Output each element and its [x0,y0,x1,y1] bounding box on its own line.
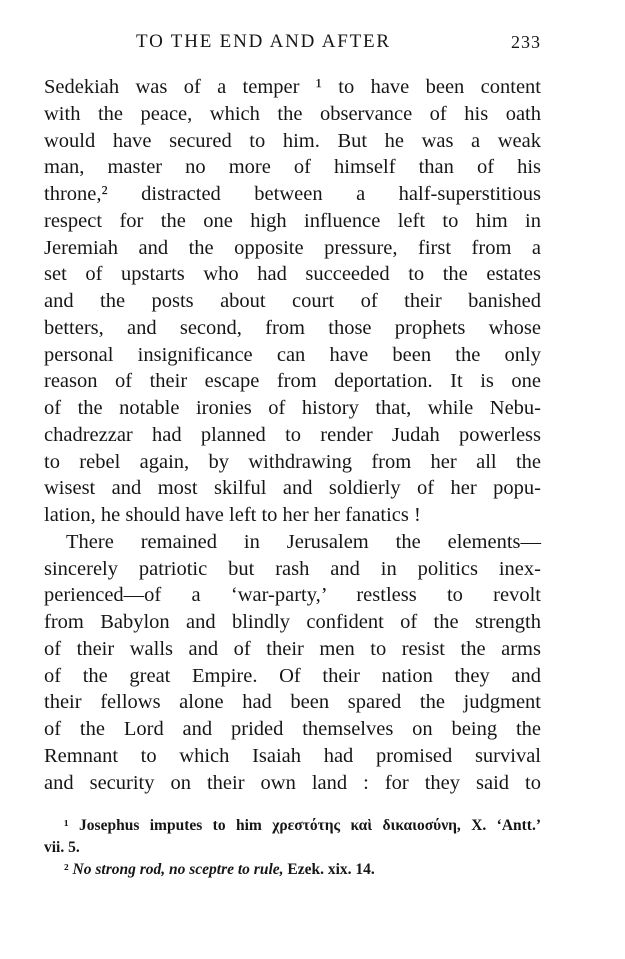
footnote-1-line: ¹ Josephus imputes to him χρεστότης καὶ δικαιοσύνη, X. ‘Antt.’ [64,817,541,834]
body-text [44,74,541,796]
text-line: respect for the one high influence left to him in [44,209,541,232]
footnotes [44,815,541,881]
text-line: personal insignificance can have been the only [44,343,541,366]
paragraph-2 [44,529,541,797]
text-line: Jeremiah and the opposite pressure, first from a [44,236,541,259]
text-line: and security on their own land : for they said to [44,771,541,794]
text-line: and the posts about court of their banished [44,290,541,312]
paragraph-1 [44,74,541,529]
text-line: of the Lord and prided themselves on being the [44,718,541,740]
text-line: betters, and second, from those prophets whose [44,316,541,339]
text-line: lation, he should have left to her her fanatics ! [44,504,421,526]
text-line: sincerely patriotic but rash and in politics inex- [44,557,541,580]
footnote-marker: ² [64,861,69,878]
text-line: wisest and most skilful and soldierly of her popu- [44,477,541,500]
text-line: perienced—of a ‘war-party,’ restless to revolt [44,584,541,607]
text-line: of their walls and of their men to resist the arms [44,637,541,660]
text-line: reason of their escape from deportation. It is one [44,370,541,393]
text-line: of the notable ironies of history that, while Nebu- [44,397,541,419]
text-line: man, master no more of himself than of his [44,156,541,179]
text-line: with the peace, which the observance of his oath [44,102,541,125]
text-line: their fellows alone had been spared the judgment [44,691,541,714]
text-line: from Babylon and blindly confident of the strength [44,611,541,633]
page-number: 233 [511,32,541,52]
text-line: There remained in Jerusalem the elements— [66,530,541,553]
footnote-reference: Ezek. xix. 14. [283,861,375,878]
text-line: Sedekiah was of a temper ¹ to have been content [44,76,541,98]
footnote-2 [44,859,541,881]
text-line: Remnant to which Isaiah had promised survival [44,744,541,767]
text-line: set of upstarts who had succeeded to the estates [44,263,541,286]
text-line: chadrezzar had planned to render Judah powerless [44,423,541,446]
text-line: of the great Empire. Of their nation they and [44,664,541,687]
text-line: to rebel again, by withdrawing from her all the [44,450,541,473]
text-line: throne,² distracted between a half-superstitious [44,183,541,205]
page-header [44,31,541,57]
footnote-quote: No strong rod, no sceptre to rule, [72,861,284,878]
footnote-1-line: vii. 5. [44,839,80,856]
running-title: TO THE END AND AFTER [136,31,391,52]
text-line: would have secured to him. But he was a weak [44,129,541,152]
